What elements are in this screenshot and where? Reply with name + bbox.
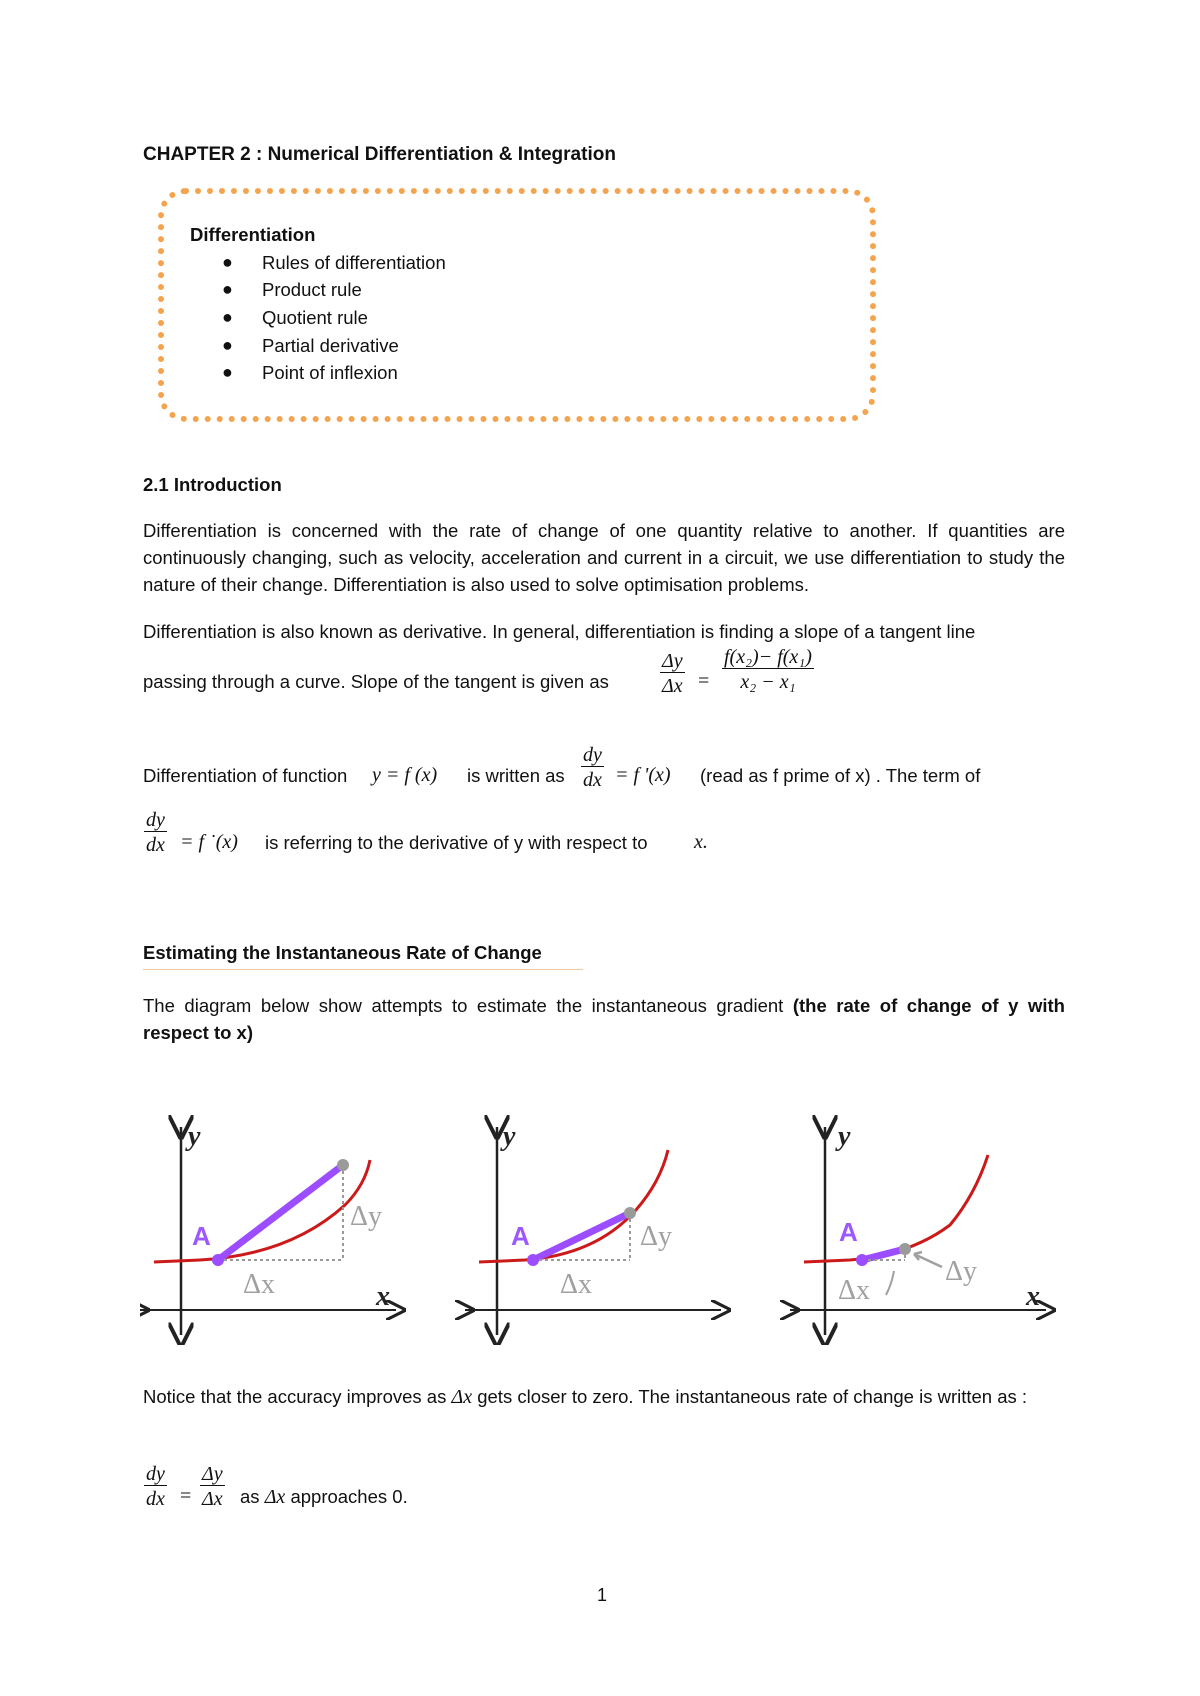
- derivative-fraction-2: [144, 809, 167, 856]
- notice-text-a: Notice that the accuracy improves as: [143, 1386, 447, 1407]
- slope-denominator: x₂ − x₁: [722, 668, 813, 693]
- secant-line: [218, 1165, 343, 1260]
- estimating-intro-text: The diagram below show attempts to estimate the instantaneous gradient: [143, 995, 784, 1016]
- secant-line: [533, 1213, 630, 1260]
- delta-y-arrow: [914, 1252, 942, 1267]
- section-heading: 2.1 Introduction: [143, 474, 282, 495]
- delta-fraction: [660, 650, 685, 697]
- intro-paragraph: Differentiation is concerned with the rate of change of one quantity relative to another. If quantities are continuously changing, such as velocity, acceleration and current in a circuit, we use differentiation to study the nature of their change. Differentiation is also used to solve optimisation problems.: [143, 520, 1065, 595]
- delta-x: Δx: [660, 672, 685, 697]
- f-prime: = f '(x): [615, 764, 671, 786]
- delta-x-label: Δx: [838, 1275, 871, 1306]
- x-axis-label: x: [1026, 1281, 1040, 1312]
- notice-paragraph: [143, 1383, 1065, 1411]
- point-a: [527, 1254, 539, 1266]
- dy: dy: [146, 1463, 165, 1485]
- equals-sign: =: [180, 1485, 192, 1507]
- dx: dx: [581, 766, 604, 791]
- diagram-2: [465, 1121, 721, 1335]
- equals-sign: =: [698, 670, 710, 692]
- delta-y: Δy: [202, 1463, 223, 1485]
- bullet: ●: [222, 252, 233, 272]
- delta-x-label: Δx: [560, 1269, 593, 1300]
- slope-fraction: [722, 646, 814, 693]
- delta-y: Δy: [662, 650, 683, 672]
- point-a: [856, 1254, 868, 1266]
- point-a: [212, 1254, 224, 1266]
- estimating-intro: [143, 992, 1065, 1046]
- final-text-a: as: [240, 1486, 260, 1507]
- bullet: ●: [222, 307, 233, 327]
- point-a-label: A: [511, 1221, 530, 1251]
- f-prime-2: = f ˙(x): [180, 831, 238, 853]
- delta-x-inline: Δx: [451, 1386, 473, 1408]
- derivative-fraction: [581, 744, 604, 791]
- bullet: ●: [222, 335, 233, 355]
- paragraph-2-line-2: passing through a curve. Slope of the tangent is given as: [143, 671, 609, 692]
- second-point: [337, 1159, 349, 1171]
- slope-numerator: f(x₂)− f(x₁): [724, 646, 812, 668]
- objective-item: Rules of differentiation: [262, 252, 446, 273]
- paragraph-4: is referring to the derivative of y with respect to: [265, 832, 648, 853]
- final-text-b: approaches 0.: [290, 1486, 408, 1507]
- final-line: [240, 1486, 408, 1509]
- estimating-intro-bold: (the rate of change of y with respect to x): [143, 995, 1065, 1043]
- bullet: ●: [222, 362, 233, 382]
- point-a-label: A: [192, 1221, 211, 1251]
- diagram-1: [140, 1121, 396, 1335]
- objective-item: Point of inflexion: [262, 362, 398, 383]
- point-a-label: A: [839, 1217, 858, 1247]
- dy: dy: [146, 809, 165, 831]
- second-point: [624, 1207, 636, 1219]
- curve: [804, 1155, 988, 1262]
- delta-x-arrow: [886, 1271, 894, 1295]
- x-variable: x.: [694, 831, 708, 853]
- function-notation: y = f (x): [372, 764, 438, 786]
- dx: dx: [144, 831, 167, 856]
- x-axis-label: x: [376, 1281, 390, 1312]
- secant-diagrams: [140, 1115, 1070, 1345]
- page-number: 1: [597, 1585, 608, 1605]
- paragraph-2-line-1: Differentiation is also known as derivative. In general, differentiation is finding a slope of a tangent line: [143, 621, 976, 642]
- dx: dx: [144, 1485, 167, 1510]
- notice-text-b: gets closer to zero. The instantaneous rate of change is written as :: [477, 1386, 1028, 1407]
- delta-y-label: Δy: [350, 1201, 383, 1232]
- bullet: ●: [222, 279, 233, 299]
- curve: [154, 1160, 370, 1262]
- objective-item: Quotient rule: [262, 307, 368, 328]
- delta-y-label: Δy: [945, 1256, 978, 1287]
- secant-line: [862, 1249, 905, 1260]
- delta-x: Δx: [200, 1485, 225, 1510]
- final-delta-fraction: [200, 1463, 225, 1510]
- objectives-heading: Differentiation: [190, 224, 316, 245]
- delta-x-inline: Δx: [264, 1486, 286, 1508]
- paragraph-3b: is written as: [467, 765, 565, 786]
- paragraph-3c: (read as f prime of x) . The term of: [700, 765, 981, 786]
- paragraph-3a: Differentiation of function: [143, 765, 348, 786]
- delta-x-label: Δx: [243, 1269, 276, 1300]
- objective-item: Partial derivative: [262, 335, 399, 356]
- delta-y-label: Δy: [640, 1221, 673, 1252]
- second-point: [899, 1243, 911, 1255]
- y-axis-label: y: [188, 1121, 201, 1152]
- dy: dy: [583, 744, 602, 766]
- objective-item: Product rule: [262, 279, 362, 300]
- y-axis-label: y: [503, 1121, 516, 1152]
- estimating-heading: Estimating the Instantaneous Rate of Change: [143, 942, 583, 970]
- chapter-title: CHAPTER 2 : Numerical Differentiation & Integration: [143, 144, 616, 165]
- y-axis-label: y: [838, 1121, 851, 1152]
- final-dydx: [144, 1463, 167, 1510]
- diagram-3: [790, 1121, 1046, 1335]
